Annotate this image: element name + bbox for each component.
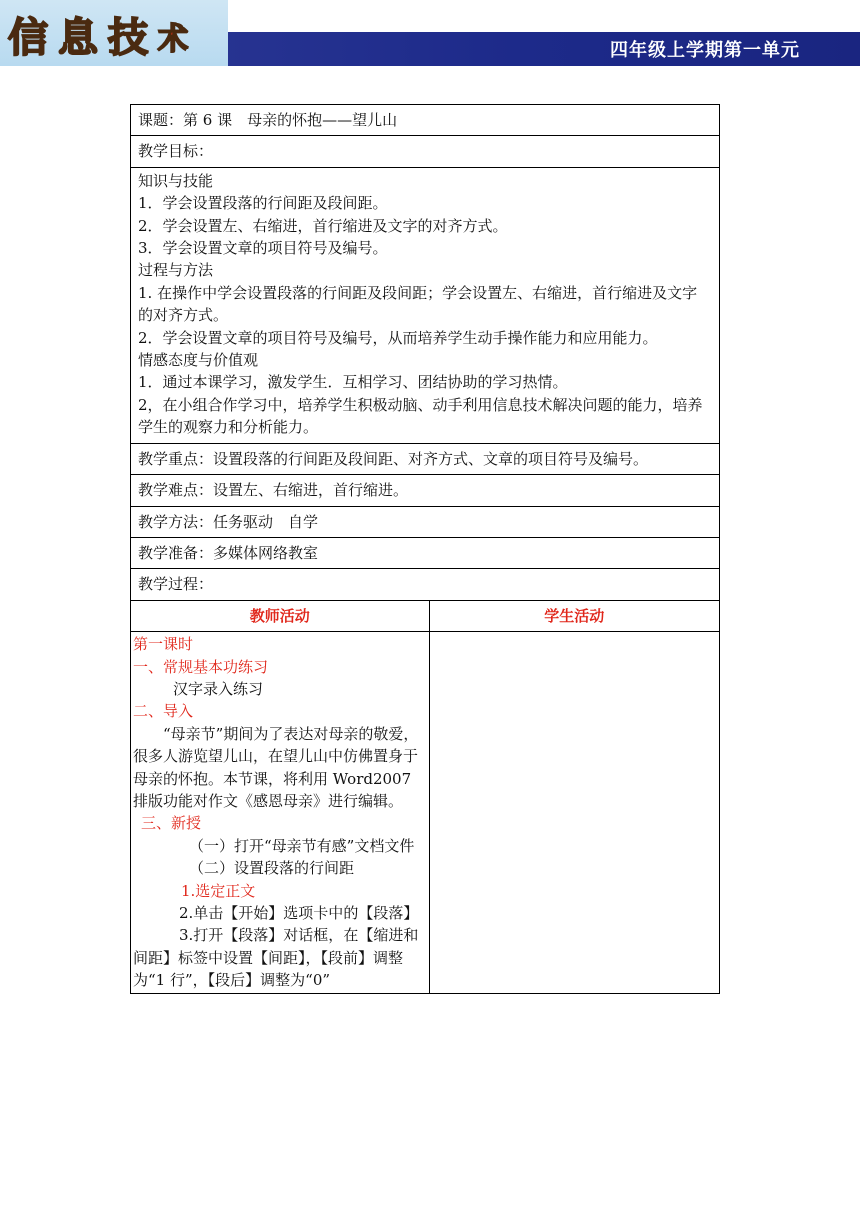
section-heading: 一、常规基本功练习 [133,657,269,676]
key-points: 教学重点：设置段落的行间距及段间距、对齐方式、文章的项目符号及编号。 [131,443,720,474]
objective-line: 2．学会设置文章的项目符号及编号，从而培养学生动手操作能力和应用能力。 [138,328,658,347]
teacher-activity-cell [131,632,430,994]
objective-line: 1．学会设置段落的行间距及段间距。 [138,194,388,213]
section-heading: 三、新授 [141,814,202,833]
teaching-preparation: 教学准备：多媒体网络教室 [131,537,720,568]
difficulties: 教学难点：设置左、右缩进，首行缩进。 [131,475,720,506]
objective-line: 1．通过本课学习，激发学生．互相学习、团结协助的学习热情。 [138,373,568,392]
lesson-title: 课题：第 6 课 母亲的怀抱——望儿山 [131,105,720,136]
period-label: 第一课时 [133,635,194,654]
objective-line: 1. 在操作中学会设置段落的行间距及段间距；学会设置左、右缩进，首行缩进及文字的对齐方式。 [138,283,698,325]
objective-line: 情感态度与价值观 [138,351,259,370]
objective-line: 过程与方法 [138,261,214,280]
unit-title: 四年级上学期第一单元 [610,40,800,61]
objectives-cell [131,167,720,443]
lesson-plan-table [130,104,720,994]
objectives-label: 教学目标： [131,136,720,167]
section-item: （一）打开“母亲节有感”文档文件 [189,836,415,855]
step-item: 2.单击【开始】选项卡中的【段落】 [179,904,419,922]
objective-line: 2．学会设置左、右缩进，首行缩进及文字的对齐方式。 [138,216,508,235]
objective-line: 3．学会设置文章的项目符号及编号。 [138,239,388,258]
objective-line: 2，在小组合作学习中，培养学生积极动脑、动手利用信息技术解决问题的能力，培养学生的观察力和分析能力。 [138,395,703,437]
logo [0,0,228,66]
section-paragraph: “母亲节”期间为了表达对母亲的敬爱，很多人游览望儿山，在望儿山中仿佛置身于母亲的怀抱。本节课，将利用 Word2007 排版功能对作文《感恩母亲》进行编辑。 [133,724,419,810]
section-item: 汉字录入练习 [173,679,264,698]
section-item: （二）设置段落的行间距 [189,859,355,878]
teacher-activity-header: 教师活动 [131,600,430,631]
step-item: 1.选定正文 [181,881,256,900]
section-heading: 二、导入 [133,702,194,721]
student-activity-header: 学生活动 [429,600,719,631]
logo-char: 信 [8,15,48,61]
student-activity-cell [429,632,719,994]
objective-line: 知识与技能 [138,171,214,190]
teaching-methods: 教学方法：任务驱动 自学 [131,506,720,537]
logo-char: 术 [158,22,188,57]
logo-char: 技 [108,15,148,61]
process-label: 教学过程： [131,569,720,600]
logo-char: 息 [58,15,98,61]
step-item: 3.打开【段落】对话框，在【缩进和间距】标签中设置【间距】，【段前】调整为“1 行”，【段后】调整为“0” [133,926,419,990]
